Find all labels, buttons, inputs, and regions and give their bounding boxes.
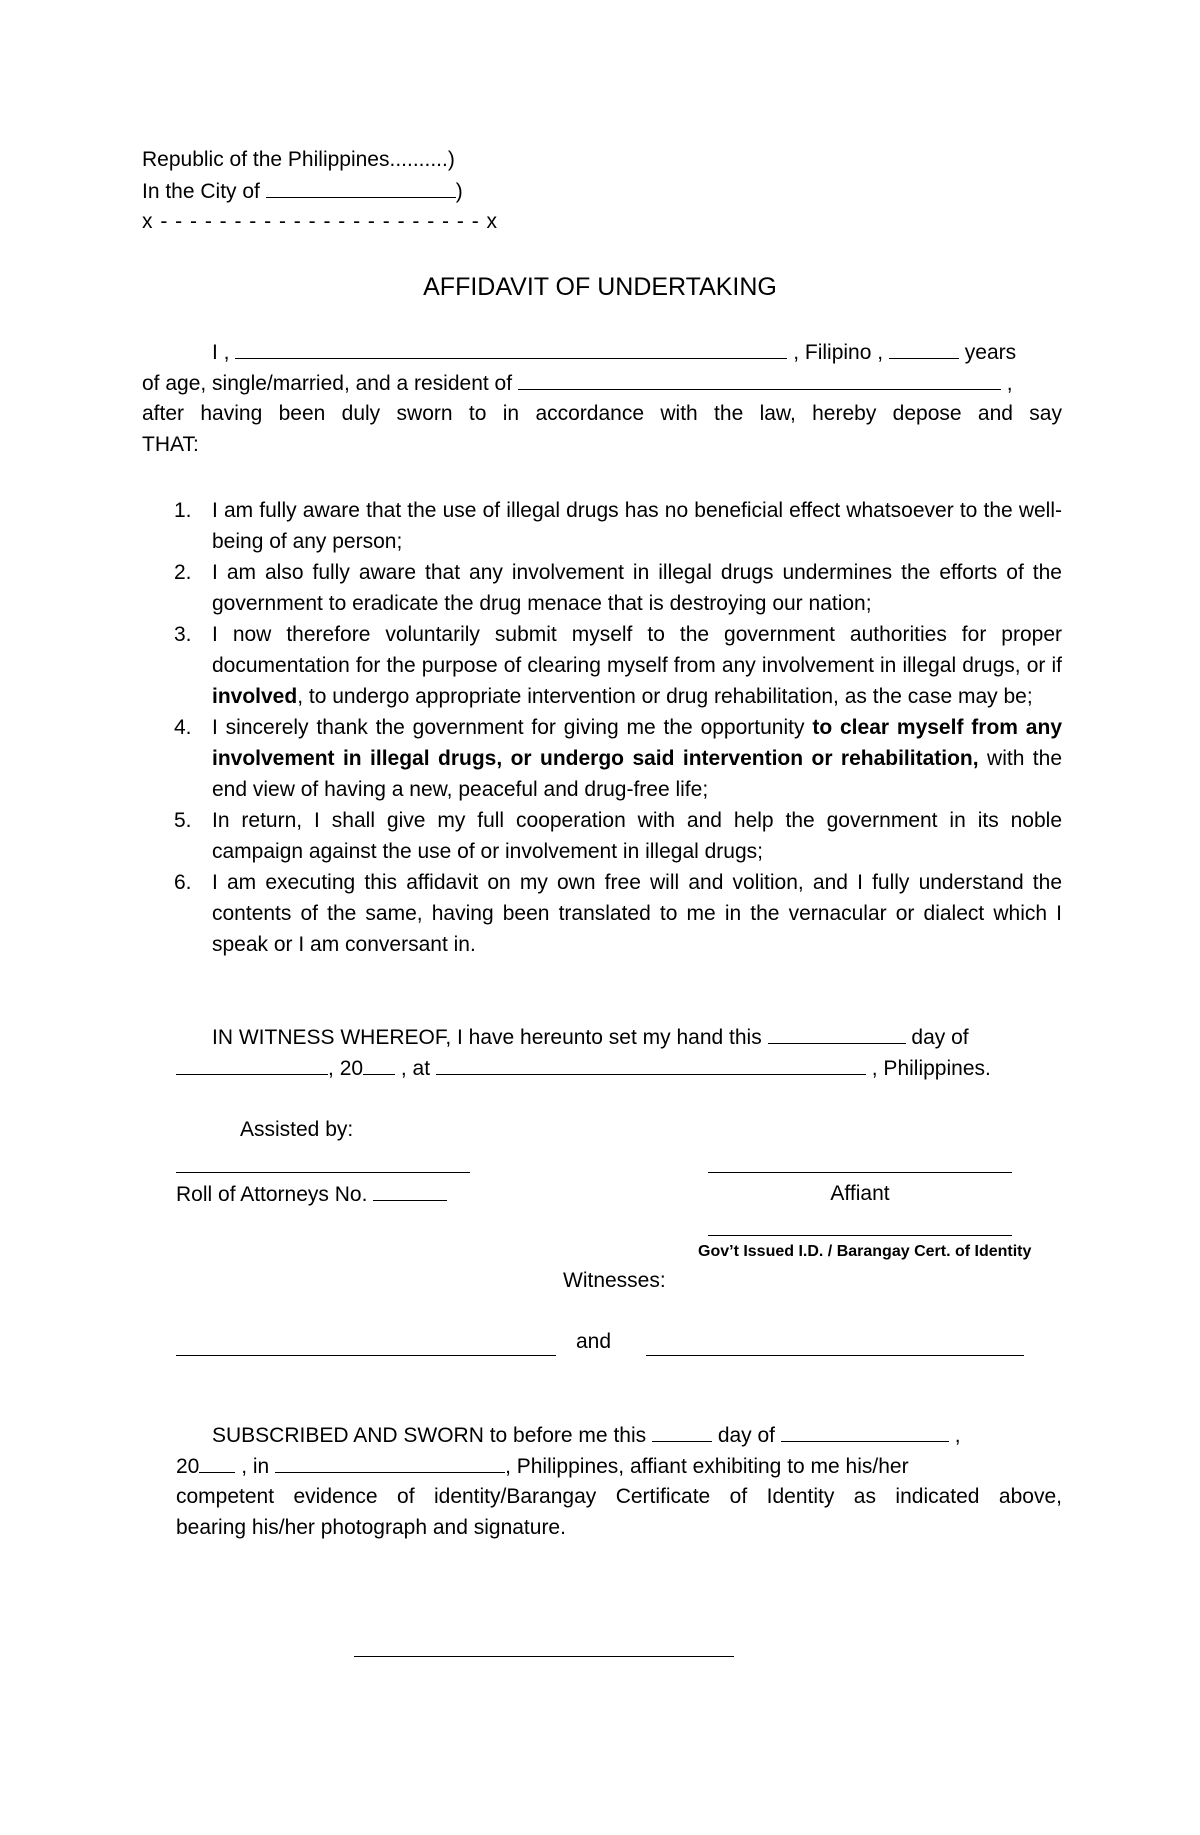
witness-clause-line-2: [176, 1056, 991, 1081]
residence-blank[interactable]: [518, 371, 1001, 390]
id-line[interactable]: [708, 1235, 1012, 1236]
city-blank[interactable]: [266, 179, 456, 198]
jurat-philippines: , Philippines, affiant exhibiting to me his/her: [505, 1455, 909, 1478]
attorney-signature-line[interactable]: [176, 1172, 470, 1173]
witness-philippines: , Philippines.: [871, 1057, 991, 1080]
jurat-place-blank[interactable]: [275, 1454, 505, 1473]
jurat-line-3: competent evidence of identity/Barangay Certificate of Identity as indicated above,: [176, 1485, 1062, 1508]
witness-day-of: day of: [911, 1026, 969, 1049]
witness-place-blank[interactable]: [436, 1056, 866, 1075]
jurat-year-blank[interactable]: [199, 1454, 235, 1473]
jurat-text: SUBSCRIBED AND SWORN to before me this: [212, 1424, 647, 1447]
list-item: [174, 867, 1062, 960]
jurat-line-1: [212, 1423, 961, 1448]
intro-line-3: after having been duly sworn to in accordance with the law, hereby depose and say: [142, 402, 1062, 425]
city-suffix: ): [455, 180, 463, 203]
affiant-signature-line[interactable]: [708, 1172, 1012, 1173]
witness-2-signature-line[interactable]: [646, 1355, 1024, 1356]
jurat-day-of: day of: [717, 1424, 776, 1447]
jurat-day-blank[interactable]: [652, 1423, 712, 1442]
item-text: I am fully aware that the use of illegal drugs has no beneficial effect whatsoever to the well-being of any person;: [212, 499, 1062, 553]
jurat-month-blank[interactable]: [781, 1423, 949, 1442]
witness-day-blank[interactable]: [768, 1025, 906, 1044]
item-text: I am also fully aware that any involvement in illegal drugs undermines the efforts of the government to eradicate the drug menace that is destroying our nation;: [212, 561, 1062, 615]
age-blank[interactable]: [889, 340, 959, 359]
header-separator: x - - - - - - - - - - - - - - - - - - - - - - x: [142, 210, 499, 233]
roll-number-blank[interactable]: [373, 1182, 447, 1201]
item-text: In return, I shall give my full cooperation with and help the government in its noble campaign against the use of or involvement in illegal drugs;: [212, 809, 1062, 863]
document-title: AFFIDAVIT OF UNDERTAKING: [423, 273, 777, 301]
intro-years: years: [964, 341, 1017, 364]
witness-comma: ,: [328, 1057, 334, 1080]
republic-line: Republic of the Philippines..........): [142, 148, 455, 171]
intro-i: I ,: [212, 341, 230, 364]
assisted-by-label: Assisted by:: [240, 1118, 354, 1141]
item-text: I am executing this affidavit on my own free will and volition, and I fully understand the contents of the same, having been translated to me in the vernacular or dialect which I speak or I am conversant in.: [212, 871, 1062, 956]
item-text-bold: to clear myself from any involvement in illegal drugs, or undergo said intervention or rehabilitation,: [212, 716, 1062, 770]
item-number: 2.: [174, 561, 192, 584]
item-text-pre: I sincerely thank the government for giving me the opportunity: [212, 716, 813, 739]
intro-filipino: , Filipino ,: [793, 341, 884, 364]
and-label: and: [576, 1330, 612, 1353]
item-text: [212, 619, 1062, 712]
name-blank[interactable]: [235, 340, 787, 359]
intro-line-1: [212, 340, 1016, 365]
jurat-line-4: bearing his/her photograph and signature.: [176, 1516, 566, 1539]
jurat-comma: ,: [954, 1424, 961, 1447]
witness-1-signature-line[interactable]: [176, 1355, 556, 1356]
item-text-pre: I now therefore voluntarily submit myself to the government authorities for proper documentation for the purpose of clearing myself from any involvement in illegal drugs, or if: [212, 623, 1062, 677]
roll-label: Roll of Attorneys No.: [176, 1183, 368, 1206]
city-line: [142, 179, 463, 204]
affiant-label: Affiant: [830, 1182, 890, 1205]
undertaking-list: [174, 495, 1062, 960]
intro-line-4: THAT:: [142, 433, 199, 456]
item-text-post: with the end view of having a new, peaceful and drug-free life;: [212, 747, 1063, 801]
jurat-line-2: [176, 1454, 909, 1479]
intro-comma: ,: [1006, 372, 1013, 395]
item-text: [212, 712, 1062, 805]
list-item: [174, 557, 1062, 619]
list-item: [174, 619, 1062, 712]
witness-clause-line-1: [212, 1025, 969, 1050]
list-item: [174, 712, 1062, 805]
item-number: 6.: [174, 871, 192, 894]
intro-line-2: [142, 371, 1013, 396]
item-text-bold: involved: [212, 685, 298, 708]
item-number: 1.: [174, 499, 192, 522]
item-number: 3.: [174, 623, 192, 646]
notary-signature-line[interactable]: [354, 1656, 734, 1657]
item-number: 4.: [174, 716, 192, 739]
witnesses-label: Witnesses:: [563, 1269, 666, 1292]
item-number: 5.: [174, 809, 192, 832]
jurat-year-prefix: 20: [176, 1455, 200, 1478]
intro-resident: of age, single/married, and a resident of: [142, 372, 513, 395]
list-item: [174, 805, 1062, 867]
city-prefix: In the City of: [142, 180, 260, 203]
witness-month-blank[interactable]: [176, 1056, 328, 1075]
witness-year-prefix: 20: [339, 1057, 364, 1080]
witness-at: , at: [400, 1057, 431, 1080]
list-item: [174, 495, 1062, 557]
jurat-in: , in: [241, 1455, 270, 1478]
witness-clause-text: IN WITNESS WHEREOF, I have hereunto set my hand this: [212, 1026, 762, 1049]
id-label: Gov’t Issued I.D. / Barangay Cert. of Identity: [698, 1243, 1032, 1260]
roll-of-attorneys: [176, 1182, 447, 1207]
item-text-post: , to undergo appropriate intervention or drug rehabilitation, as the case may be;: [297, 685, 1033, 708]
witness-year-blank[interactable]: [363, 1056, 395, 1075]
